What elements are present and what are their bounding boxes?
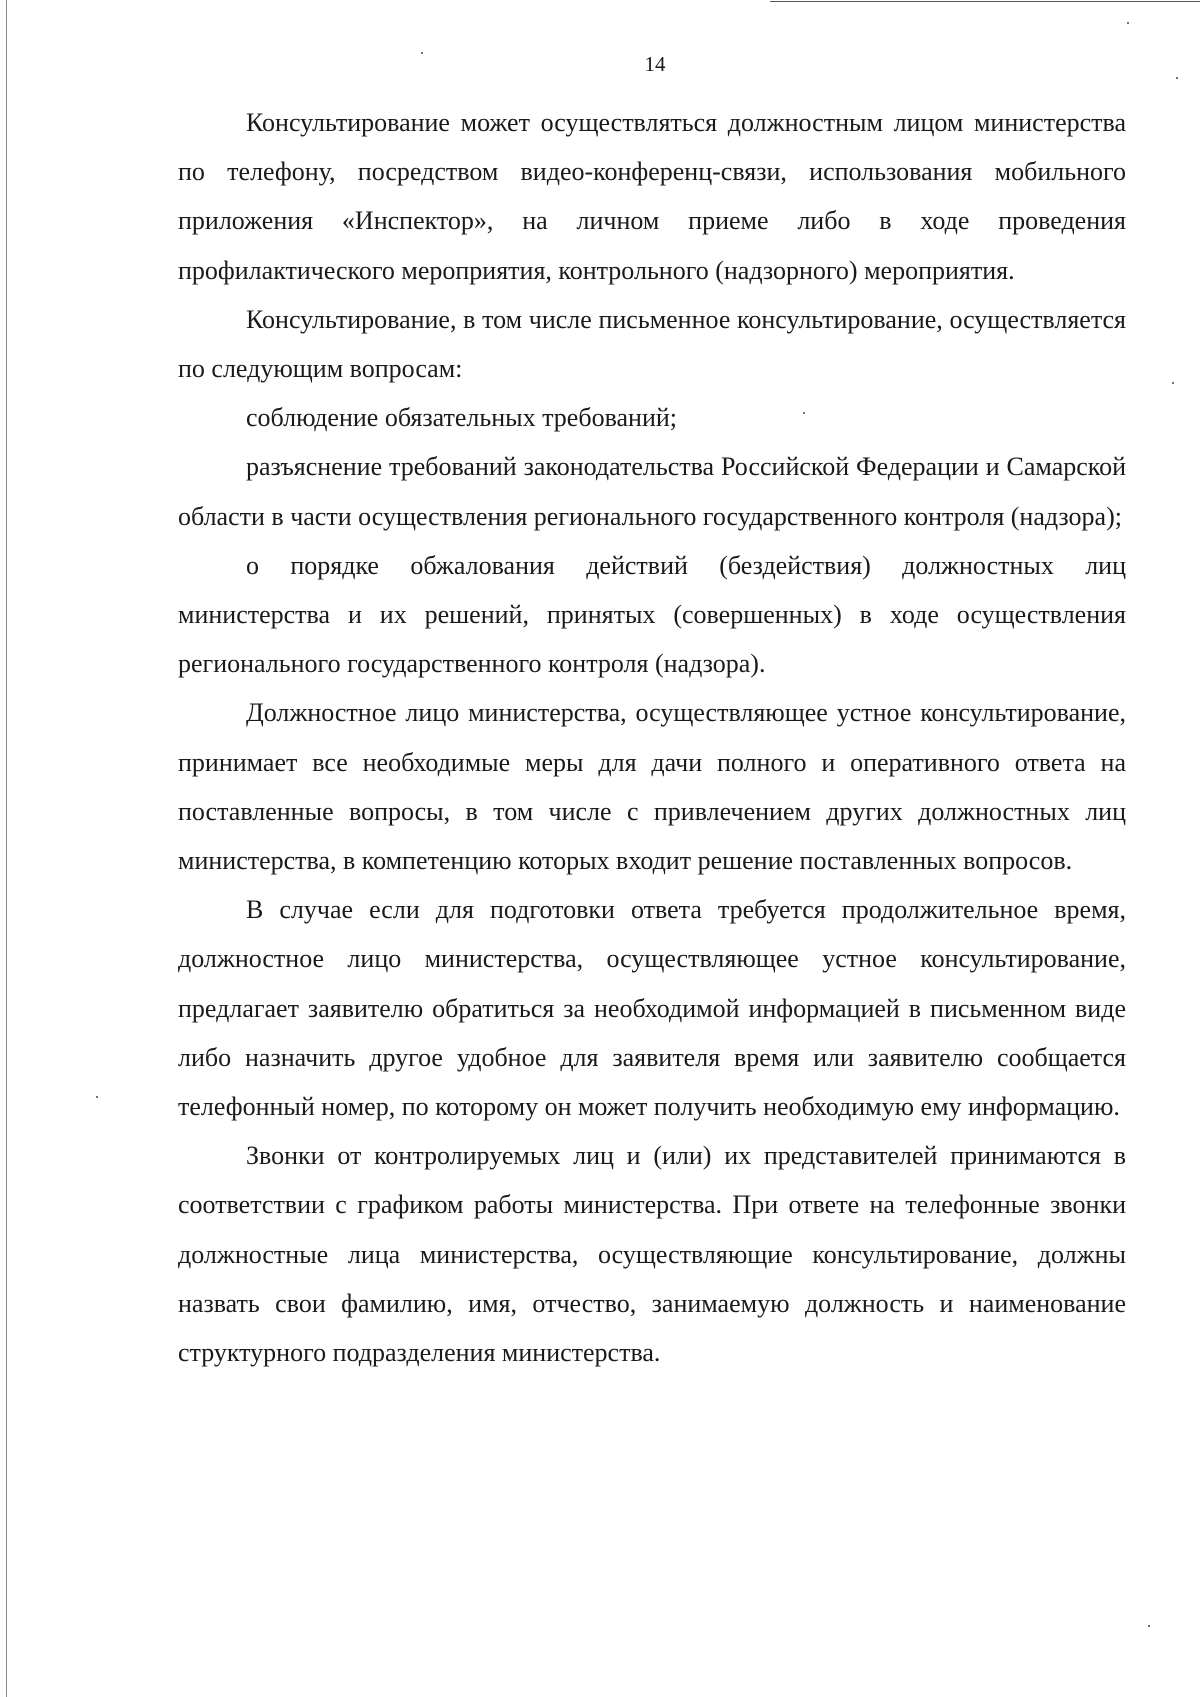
scan-edge-top <box>770 1 1200 2</box>
list-item-appeal-procedure: о порядке обжалования действий (бездействия) должностных лиц министерства и их решений, принятых (совершенных) в ходе осуществления регионального государственного контроля (надзора). <box>178 550 1126 679</box>
page-number: 14 <box>644 52 666 76</box>
paragraph-consultation-topics-intro: Консультирование, в том числе письменное консультирование, осуществляется по следующим вопросам: <box>178 304 1126 384</box>
paragraph-phone-calls: Звонки от контролируемых лиц и (или) их представителей принимаются в соответствии с графиком работы министерства. При ответе на телефонные звонки должностные лица министерства, осуществляющие консультирование, должны назвать свои фамилию, имя, отчество, занимаемую должность и наименование структурного подразделения министерства. <box>178 1141 1126 1368</box>
list-item-mandatory-requirements: соблюдение обязательных требований; <box>246 403 678 433</box>
scan-speck <box>1172 382 1174 384</box>
list-item-legislation-explanation: разъяснение требований законодательства Российской Федерации и Самарской области в части осуществления регионального государственного контроля (надзора); <box>178 452 1126 531</box>
paragraph-oral-consultation: Должностное лицо министерства, осуществляющее устное консультирование, принимает все необходимые меры для дачи полного и оперативного ответа на поставленные вопросы, в том числе с привлечением других должностных лиц министерства, в компетенцию которых входит решение поставленных вопросов. <box>178 698 1126 876</box>
scan-speck <box>96 1096 98 1098</box>
document-body <box>178 98 1126 1377</box>
scan-speck <box>1176 77 1178 79</box>
scan-speck <box>1148 1625 1150 1627</box>
scan-edge-left <box>6 0 7 1697</box>
scan-speck <box>1127 22 1129 24</box>
paragraph-extended-time: В случае если для подготовки ответа требуется продолжительное время, должностное лицо министерства, осуществляющее устное консультирование, предлагает заявителю обратиться за необходимой информацией в письменном виде либо назначить другое удобное для заявителя время или заявителю сообщается телефонный номер, по которому он может получить необходимую ему информацию. <box>178 895 1126 1122</box>
paragraph-consultation-methods: Консультирование может осуществляться должностным лицом министерства по телефону, посредством видео-конференц-связи, использования мобильного приложения «Инспектор», на личном приеме либо в ходе проведения профилактического мероприятия, контрольного (надзорного) мероприятия. <box>178 108 1126 285</box>
